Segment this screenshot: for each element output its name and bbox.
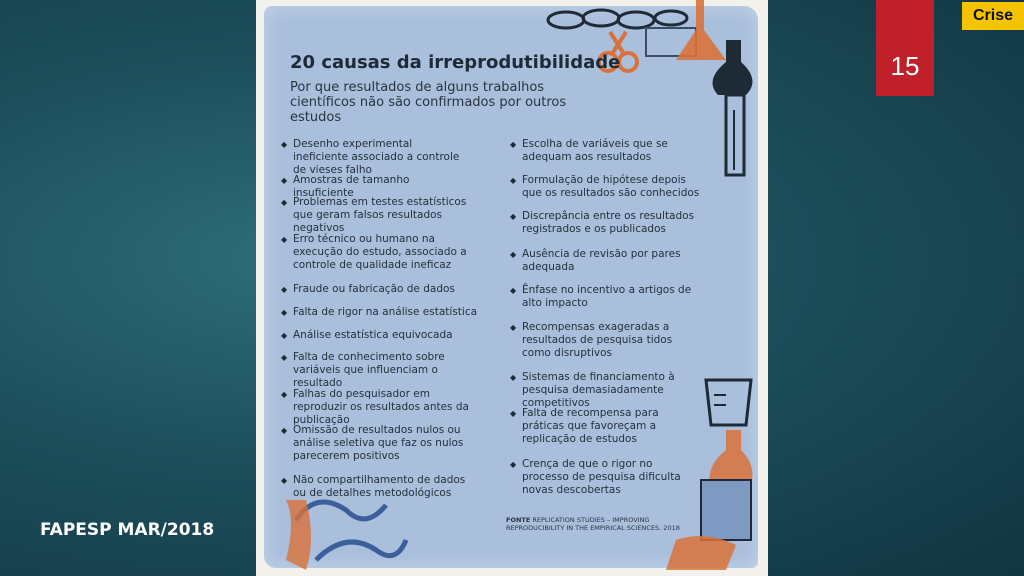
list-item: ◆ Falta de conhecimento sobre variáveis que influenciam o resultado	[281, 351, 473, 390]
list-item: ◆ Não compartilhamento de dados ou de detalhes metodológicos	[281, 474, 468, 500]
list-item: ◆ Amostras de tamanho insuficiente	[281, 174, 468, 200]
section-tag: Crise	[962, 2, 1024, 30]
source-credit	[506, 516, 706, 532]
list-item: ◆ Recompensas exageradas a resultados de pesquisa tidos como disruptivos	[510, 321, 702, 360]
list-item: ◆ Fraude ou fabricação de dados	[281, 283, 468, 296]
list-item: ◆ Discrepância entre os resultados registrados e os publicados	[510, 210, 697, 236]
list-item: ◆ Falhas do pesquisador em reproduzir os resultados antes da publicação	[281, 388, 478, 427]
list-item: ◆ Ênfase no incentivo a artigos de alto impacto	[510, 284, 692, 310]
list-item: ◆ Sistemas de financiamento à pesquisa demasiadamente competitivos	[510, 371, 712, 410]
source-text: REPLICATION STUDIES – IMPROVING REPRODUCIBILITY IN THE EMPIRICAL SCIENCES. 2018	[506, 516, 680, 532]
footer-text: FAPESP MAR/2018	[40, 520, 215, 540]
list-item: ◆ Escolha de variáveis que se adequam aos resultados	[510, 138, 707, 164]
list-item: ◆ Omissão de resultados nulos ou análise seletiva que faz os nulos parecerem positivos	[281, 424, 468, 463]
list-item: ◆ Falta de rigor na análise estatística	[281, 306, 478, 319]
list-item: ◆ Ausência de revisão por pares adequada	[510, 248, 692, 274]
poster-image	[256, 0, 768, 576]
poster-title: 20 causas da irreprodutibilidade	[290, 52, 621, 73]
poster-subtitle: Por que resultados de alguns trabalhos científicos não são confirmados por outros estudos	[290, 80, 567, 125]
source-label: FONTE	[506, 516, 531, 524]
list-item: ◆ Desenho experimental ineficiente associado a controle de vieses falho	[281, 138, 468, 177]
list-item: ◆ Problemas em testes estatísticos que geram falsos resultados negativos	[281, 196, 468, 235]
list-item: ◆ Falta de recompensa para práticas que favoreçam a replicação de estudos	[510, 407, 702, 446]
list-item: ◆ Análise estatística equivocada	[281, 329, 468, 342]
list-item: ◆ Crença de que o rigor no processo de pesquisa dificulta novas descobertas	[510, 458, 702, 497]
slide-number: 15	[876, 0, 934, 96]
list-item: ◆ Erro técnico ou humano na execução do estudo, associado a controle de qualidade ineficaz	[281, 233, 468, 272]
list-item: ◆ Formulação de hipótese depois que os resultados são conhecidos	[510, 174, 707, 200]
